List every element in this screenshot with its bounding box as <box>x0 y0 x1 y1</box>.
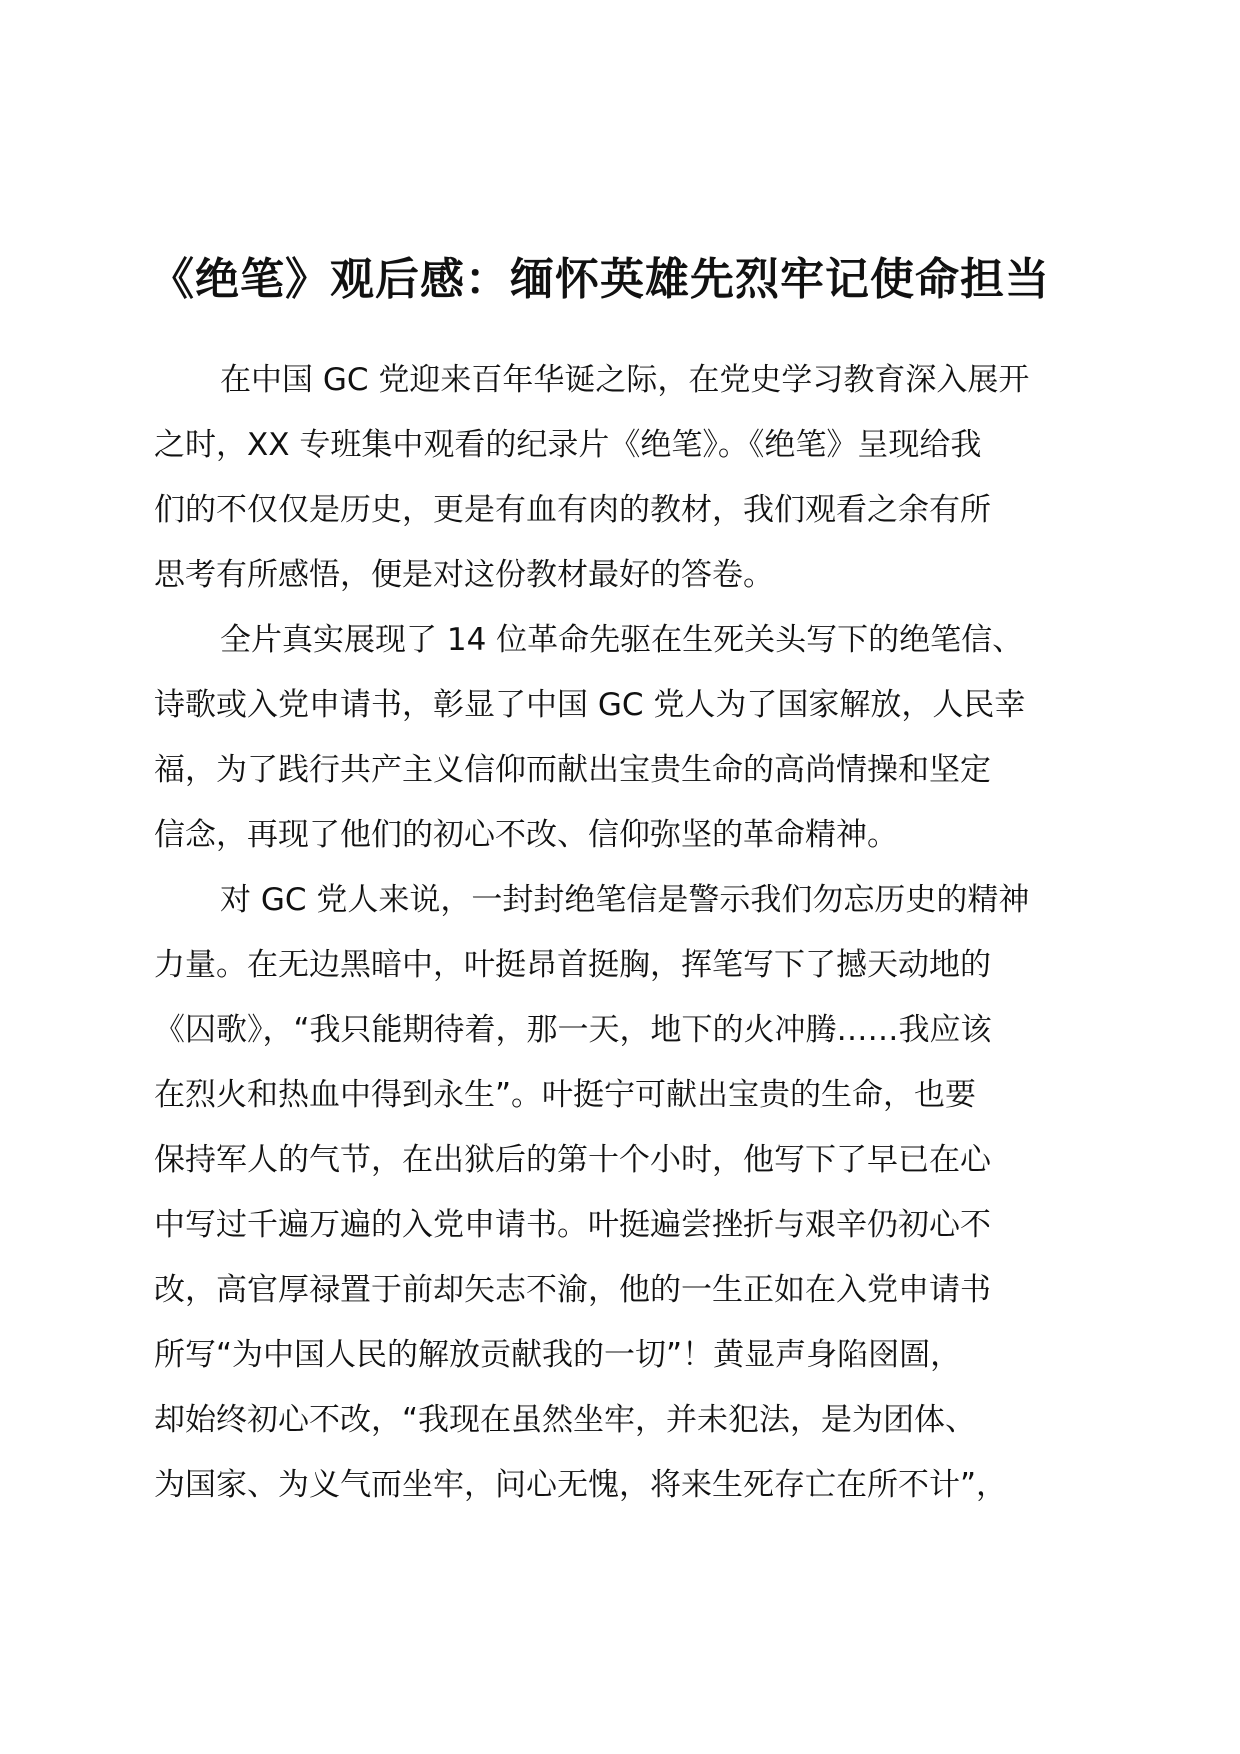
paragraph-1 <box>154 348 1104 608</box>
paragraph-line: 之时，XX 专班集中观看的纪录片《绝笔》。《绝笔》呈现给我 <box>154 427 982 463</box>
paragraph-line: 《囚歌》，“我只能期待着，那一天，地下的火冲腾……我应该 <box>154 1012 992 1048</box>
paragraph-line: 所写“为中国人民的解放贡献我的一切”！黄显声身陷囹圄， <box>154 1337 962 1373</box>
paragraph-2 <box>154 608 1104 868</box>
document-title: 《绝笔》观后感：缅怀英雄先烈牢记使命担当 <box>150 254 1050 305</box>
paragraph-line: 在中国 GC 党迎来百年华诞之际，在党史学习教育深入展开 <box>220 362 1030 398</box>
paragraph-line: 对 GC 党人来说，一封封绝笔信是警示我们勿忘历史的精神 <box>220 882 1030 918</box>
paragraph-line: 改，高官厚禄置于前却矢志不渝，他的一生正如在入党申请书 <box>154 1272 991 1308</box>
paragraph-line: 力量。在无边黑暗中，叶挺昂首挺胸，挥笔写下了撼天动地的 <box>154 947 991 983</box>
paragraph-line: 诗歌或入党申请书，彰显了中国 GC 党人为了国家解放，人民幸 <box>154 687 1026 723</box>
document-body <box>154 348 1104 1518</box>
paragraph-line: 信念，再现了他们的初心不改、信仰弥坚的革命精神。 <box>154 817 898 853</box>
paragraph-line: 在烈火和热血中得到永生”。叶挺宁可献出宝贵的生命，也要 <box>154 1077 977 1113</box>
paragraph-line: 们的不仅仅是历史，更是有血有肉的教材，我们观看之余有所 <box>154 492 991 528</box>
paragraph-3 <box>154 868 1104 1518</box>
paragraph-line: 为国家、为义气而坐牢，问心无愧，将来生死存亡在所不计”， <box>154 1467 1008 1503</box>
paragraph-line: 中写过千遍万遍的入党申请书。叶挺遍尝挫折与艰辛仍初心不 <box>154 1207 991 1243</box>
paragraph-line: 福，为了践行共产主义信仰而献出宝贵生命的高尚情操和坚定 <box>154 752 991 788</box>
paragraph-line: 却始终初心不改，“我现在虽然坐牢，并未犯法，是为团体、 <box>154 1402 977 1438</box>
paragraph-line: 保持军人的气节，在出狱后的第十个小时，他写下了早已在心 <box>154 1142 991 1178</box>
paragraph-line: 全片真实展现了 14 位革命先驱在生死关头写下的绝笔信、 <box>220 622 1024 658</box>
paragraph-line: 思考有所感悟，便是对这份教材最好的答卷。 <box>154 557 774 593</box>
